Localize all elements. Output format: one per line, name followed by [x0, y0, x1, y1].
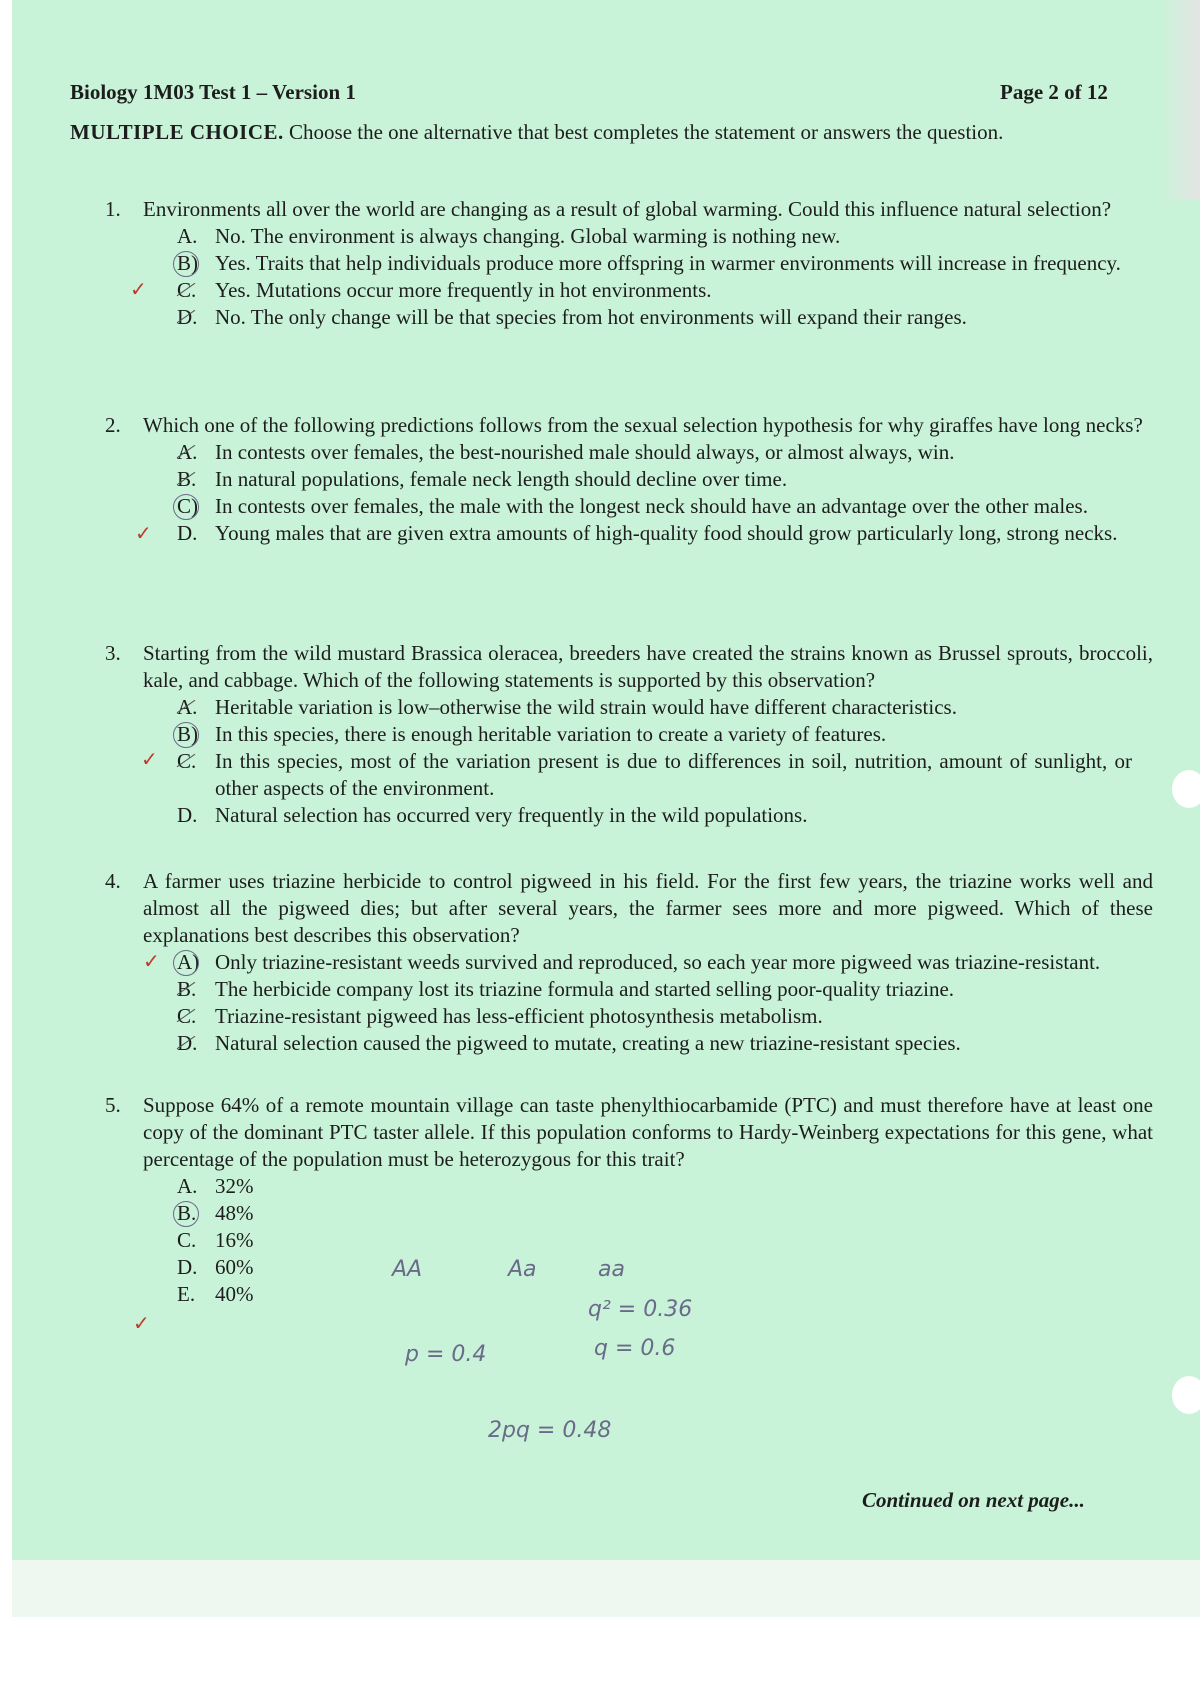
option-letter: C. — [177, 277, 215, 304]
option-c[interactable] — [177, 1227, 297, 1254]
option-text: Natural selection caused the pigweed to mutate, creating a new triazine-resistant species. — [215, 1031, 961, 1055]
option-letter: C. — [177, 1228, 197, 1252]
option-letter: C. — [177, 748, 215, 802]
question-number: 1. — [105, 197, 121, 221]
option-text: No. The environment is always changing. Global warming is nothing new. — [215, 224, 841, 248]
option-text: In this species, there is enough heritable variation to create a variety of features. — [215, 722, 887, 746]
option-b[interactable] — [177, 1200, 297, 1227]
handwritten-AA: AA — [392, 1257, 423, 1282]
option-e[interactable] — [177, 1281, 297, 1308]
question-text: Environments all over the world are changing as a result of global warming. Could this influence natural selection? — [143, 197, 1112, 221]
option-letter: D. — [177, 1030, 215, 1057]
punch-hole — [1172, 1376, 1200, 1414]
option-d[interactable] — [177, 520, 1132, 547]
option-letter: B) — [177, 721, 215, 748]
option-text: No. The only change will be that species from hot environments will expand their ranges. — [215, 305, 967, 329]
handwritten-p: p = 0.4 — [405, 1342, 487, 1367]
handwritten-q: q = 0.6 — [594, 1336, 676, 1361]
question-2 — [105, 412, 1153, 547]
option-d[interactable] — [177, 1254, 297, 1281]
option-text: 16% — [215, 1228, 254, 1252]
option-letter: A. — [177, 224, 198, 248]
question-number: 4. — [105, 869, 121, 893]
page-bottom-edge — [12, 1560, 1200, 1617]
option-d[interactable] — [177, 304, 1132, 331]
option-letter: D. — [177, 1255, 198, 1279]
option-letter: E. — [177, 1282, 196, 1306]
option-text: In contests over females, the best-nourished male should always, or almost always, win. — [215, 440, 955, 464]
option-letter: C) — [177, 493, 215, 520]
handwritten-2pq: 2pq = 0.48 — [488, 1418, 612, 1443]
option-d[interactable] — [177, 1030, 1132, 1057]
option-b[interactable] — [177, 250, 1132, 277]
option-text: In this species, most of the variation present is due to differences in soil, nutrition, amount of sunlight, or other aspects of the environment. — [215, 749, 1132, 800]
option-text: Triazine-resistant pigweed has less-efficient photosynthesis metabolism. — [215, 1004, 823, 1028]
option-c[interactable] — [177, 748, 1132, 802]
option-text: In contests over females, the male with the longest neck should have an advantage over the other males. — [215, 494, 1088, 518]
check-mark-icon: ✓ — [135, 521, 152, 545]
question-4 — [105, 868, 1153, 1057]
instructions — [70, 118, 1125, 147]
check-mark-icon: ✓ — [133, 1311, 150, 1335]
option-a[interactable] — [177, 439, 1132, 466]
punch-hole — [1172, 770, 1200, 808]
page-corner-shadow — [1160, 0, 1200, 200]
question-text: Which one of the following predictions follows from the sexual selection hypothesis for why giraffes have long necks? — [143, 413, 1143, 437]
option-letter: A. — [177, 694, 215, 721]
course-title: Biology 1M03 Test 1 – Version 1 — [70, 80, 356, 104]
option-a[interactable] — [177, 1173, 297, 1200]
instructions-text: Choose the one alternative that best completes the statement or answers the question. — [289, 120, 1004, 144]
question-3 — [105, 640, 1153, 829]
question-text: A farmer uses triazine herbicide to control pigweed in his field. For the first few years, the triazine works well and almost all the pigweed dies; but after several years, the farmer sees more and more pigweed. Which of these explanations best describes this observation? — [143, 869, 1153, 947]
option-letter: B. — [177, 976, 215, 1003]
option-text: The herbicide company lost its triazine formula and started selling poor-quality triazine. — [215, 977, 955, 1001]
option-text: Yes. Traits that help individuals produce more offspring in warmer environments will increase in frequency. — [215, 251, 1121, 275]
option-letter: A) — [177, 949, 215, 976]
handwritten-Aa: Aa — [508, 1257, 537, 1282]
option-a[interactable] — [177, 694, 1132, 721]
option-text: 60% — [215, 1255, 254, 1279]
question-1 — [105, 196, 1153, 331]
check-mark-icon: ✓ — [130, 277, 147, 301]
option-c[interactable] — [177, 493, 1132, 520]
page-number: Page 2 of 12 — [1000, 80, 1108, 104]
continued-footer: Continued on next page... — [862, 1488, 1085, 1512]
option-letter: D. — [177, 304, 215, 331]
option-letter: A. — [177, 1174, 198, 1198]
question-text: Suppose 64% of a remote mountain village can taste phenylthiocarbamide (PTC) and must therefore have at least one copy of the dominant PTC taster allele. If this population conforms to Hardy-Weinberg expectations for this gene, what percentage of the population must be heterozygous for this trait? — [143, 1093, 1153, 1171]
option-letter: B) — [177, 250, 215, 277]
option-text: 48% — [215, 1201, 254, 1225]
option-b[interactable] — [177, 976, 1132, 1003]
option-text: 40% — [215, 1282, 254, 1306]
option-text: Heritable variation is low–otherwise the wild strain would have different characteristics. — [215, 695, 957, 719]
option-text: Young males that are given extra amounts of high-quality food should grow particularly long, strong necks. — [215, 521, 1118, 545]
option-text: In natural populations, female neck length should decline over time. — [215, 467, 788, 491]
option-b[interactable] — [177, 721, 1132, 748]
check-mark-icon: ✓ — [143, 949, 160, 973]
option-text: Only triazine-resistant weeds survived and reproduced, so each year more pigweed was triazine-resistant. — [215, 950, 1101, 974]
check-mark-icon: ✓ — [141, 747, 158, 771]
option-d[interactable] — [177, 802, 1132, 829]
section-heading: MULTIPLE CHOICE. — [70, 120, 284, 144]
handwritten-aa: aa — [598, 1257, 625, 1282]
option-letter: D. — [177, 521, 198, 545]
option-letter: B. — [177, 1200, 215, 1227]
handwritten-q-squared: q² = 0.36 — [588, 1297, 693, 1322]
option-text: Natural selection has occurred very frequently in the wild populations. — [215, 803, 808, 827]
option-text: 32% — [215, 1174, 254, 1198]
option-c[interactable] — [177, 1003, 1132, 1030]
question-number: 3. — [105, 641, 121, 665]
option-b[interactable] — [177, 466, 1132, 493]
question-number: 5. — [105, 1093, 121, 1117]
option-letter: B. — [177, 466, 215, 493]
option-a[interactable] — [177, 223, 1132, 250]
option-letter: A. — [177, 439, 215, 466]
option-letter: C. — [177, 1003, 215, 1030]
question-number: 2. — [105, 413, 121, 437]
option-letter: D. — [177, 803, 198, 827]
question-text: Starting from the wild mustard Brassica oleracea, breeders have created the strains known as Brussel sprouts, broccoli, kale, and cabbage. Which of the following statements is supported by this observation? — [143, 641, 1153, 692]
option-text: Yes. Mutations occur more frequently in hot environments. — [215, 278, 712, 302]
option-a[interactable] — [177, 949, 1132, 976]
option-c[interactable] — [177, 277, 1132, 304]
